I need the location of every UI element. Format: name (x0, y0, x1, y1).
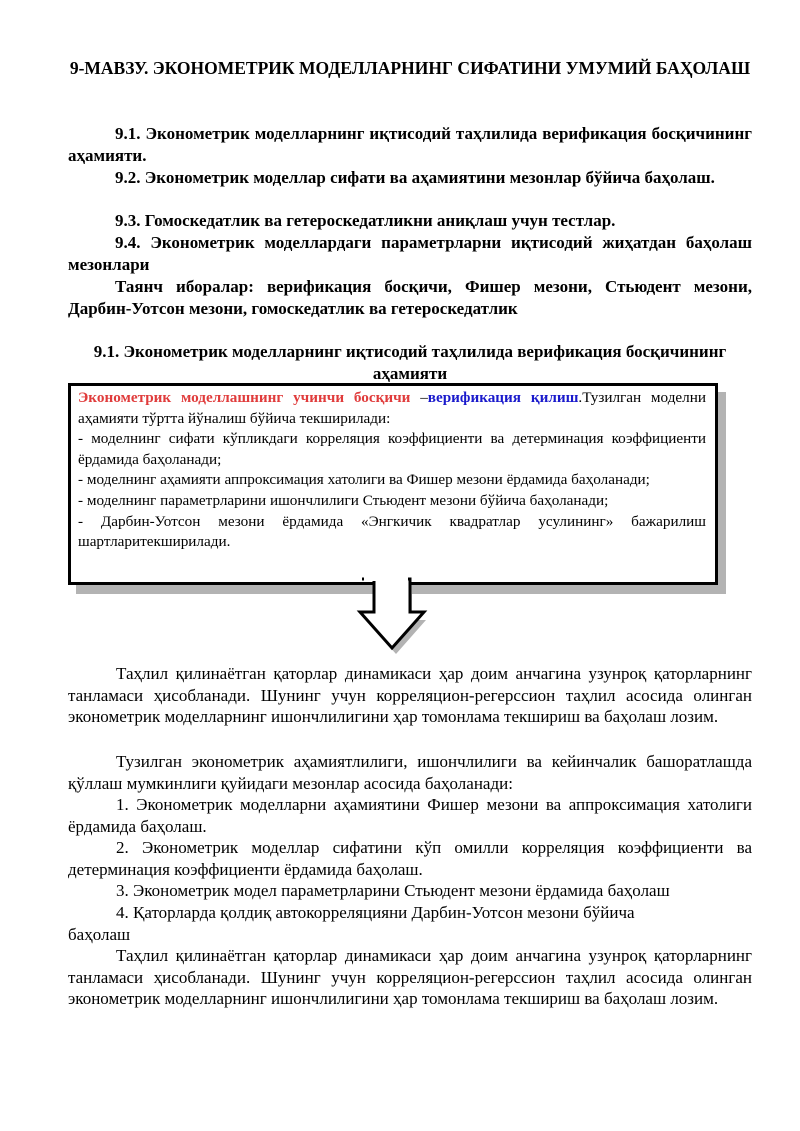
body-paragraph-1: Таҳлил қилинаётган қаторлар динамикаси ҳар доим анчагина узунроқ қаторларнинг танламаси ҳисобланади. Шунинг учун корреляцион-регерссион таҳлил асосида олинган эконометрик моделларнинг ишончлилигини ҳар томонлама текшириш ва баҳолаш лозим. (68, 664, 752, 726)
callout-lead-dash: – (410, 389, 428, 406)
callout-lead-rest: .Тузилган моделни аҳамияти тўртта йўналиш бўйича текширилади: (78, 389, 706, 427)
body-paragraph-3: Таҳлил қилинаётган қаторлар динамикаси ҳар доим анчагина узунроқ қаторларнинг танламаси ҳисобланади. Шунинг учун корреляцион-регерссион таҳлил асосида олинган эконометрик моделларнинг ишончлилигини ҳар томонлама текшириш ва баҳолаш лозим. (68, 946, 752, 1008)
callout-lead-red: Эконометрик моделлашнинг учинчи босқичи (78, 389, 411, 406)
outline-item-1: 9.1. Эконометрик моделларнинг иқтисодий таҳлилида верификация босқичининг аҳамияти. (68, 124, 752, 165)
outline-item-4: 9.4. Эконометрик моделлардаги параметрларни иқтисодий жиҳатдан баҳолаш мезонлари (68, 233, 752, 274)
outline-item-2: 9.2. Эконометрик моделлар сифати ва аҳамиятини мезонлар бўйича баҳолаш. (115, 168, 715, 187)
callout-arrow-icon (340, 578, 440, 658)
keywords: Таянч иборалар: верификация босқичи, Фишер мезони, Стьюдент мезони, Дарбин-Уотсон мезони, гомоскедатлик ва гетероскедатлик (68, 277, 752, 318)
criteria-item-2: 2. Эконометрик моделлар сифатини кўп омилли корреляция коэффициенти ва детерминация коэффициенти ёрдамида баҳолаш. (68, 838, 752, 879)
outline-item-3: 9.3. Гомоскедатлик ва гетероскедатликни аниқлаш учун тестлар. (115, 211, 616, 230)
callout-lead (78, 388, 706, 429)
criteria-item-3: 3. Эконометрик модел параметрларини Стьюдент мезони ёрдамида баҳолаш (116, 881, 670, 900)
criteria-item-1: 1. Эконометрик моделларни аҳамиятини Фишер мезони ва аппроксимация хатолиги ёрдамида баҳолаш. (68, 795, 752, 836)
criteria-item-4: 4. Қаторларда қолдиқ автокорреляцияни Дарбин-Уотсон мезони бўйича баҳолаш (68, 903, 635, 944)
callout-item: - Дарбин-Уотсон мезони ёрдамида «Энгкичик квадратлар усулининг» бажарилиш шартларитекширилади. (78, 512, 706, 551)
callout-item: - моделнинг сифати кўпликдаги корреляция коэффициенти ва детерминация коэффициенти ёрдамида баҳоланади; (78, 430, 706, 468)
body-paragraph-2: Тузилган эконометрик аҳамиятлилиги, ишончлилиги ва кейинчалик башоратлашда қўллаш мумкинлиги қуйидаги мезонлар асосида баҳоланади: (68, 752, 752, 793)
callout-lead-blue: верификация қилиш (427, 389, 579, 406)
callout-content (78, 388, 706, 553)
section-heading: 9.1. Эконометрик моделларнинг иқтисодий таҳлилида верификация босқичининг аҳамияти (93, 342, 727, 383)
page-title: 9-МАВЗУ. ЭКОНОМЕТРИК МОДЕЛЛАРНИНГ СИФАТИНИ УМУМИЙ БАҲОЛАШ (69, 58, 751, 78)
callout-item: - моделнинг параметрларини ишончлилиги Стьюдент мезони бўйича баҳоланади; (78, 491, 609, 509)
callout-item: - моделнинг аҳамияти аппроксимация хатолиги ва Фишер мезони ёрдамида баҳоланади; (78, 471, 650, 489)
